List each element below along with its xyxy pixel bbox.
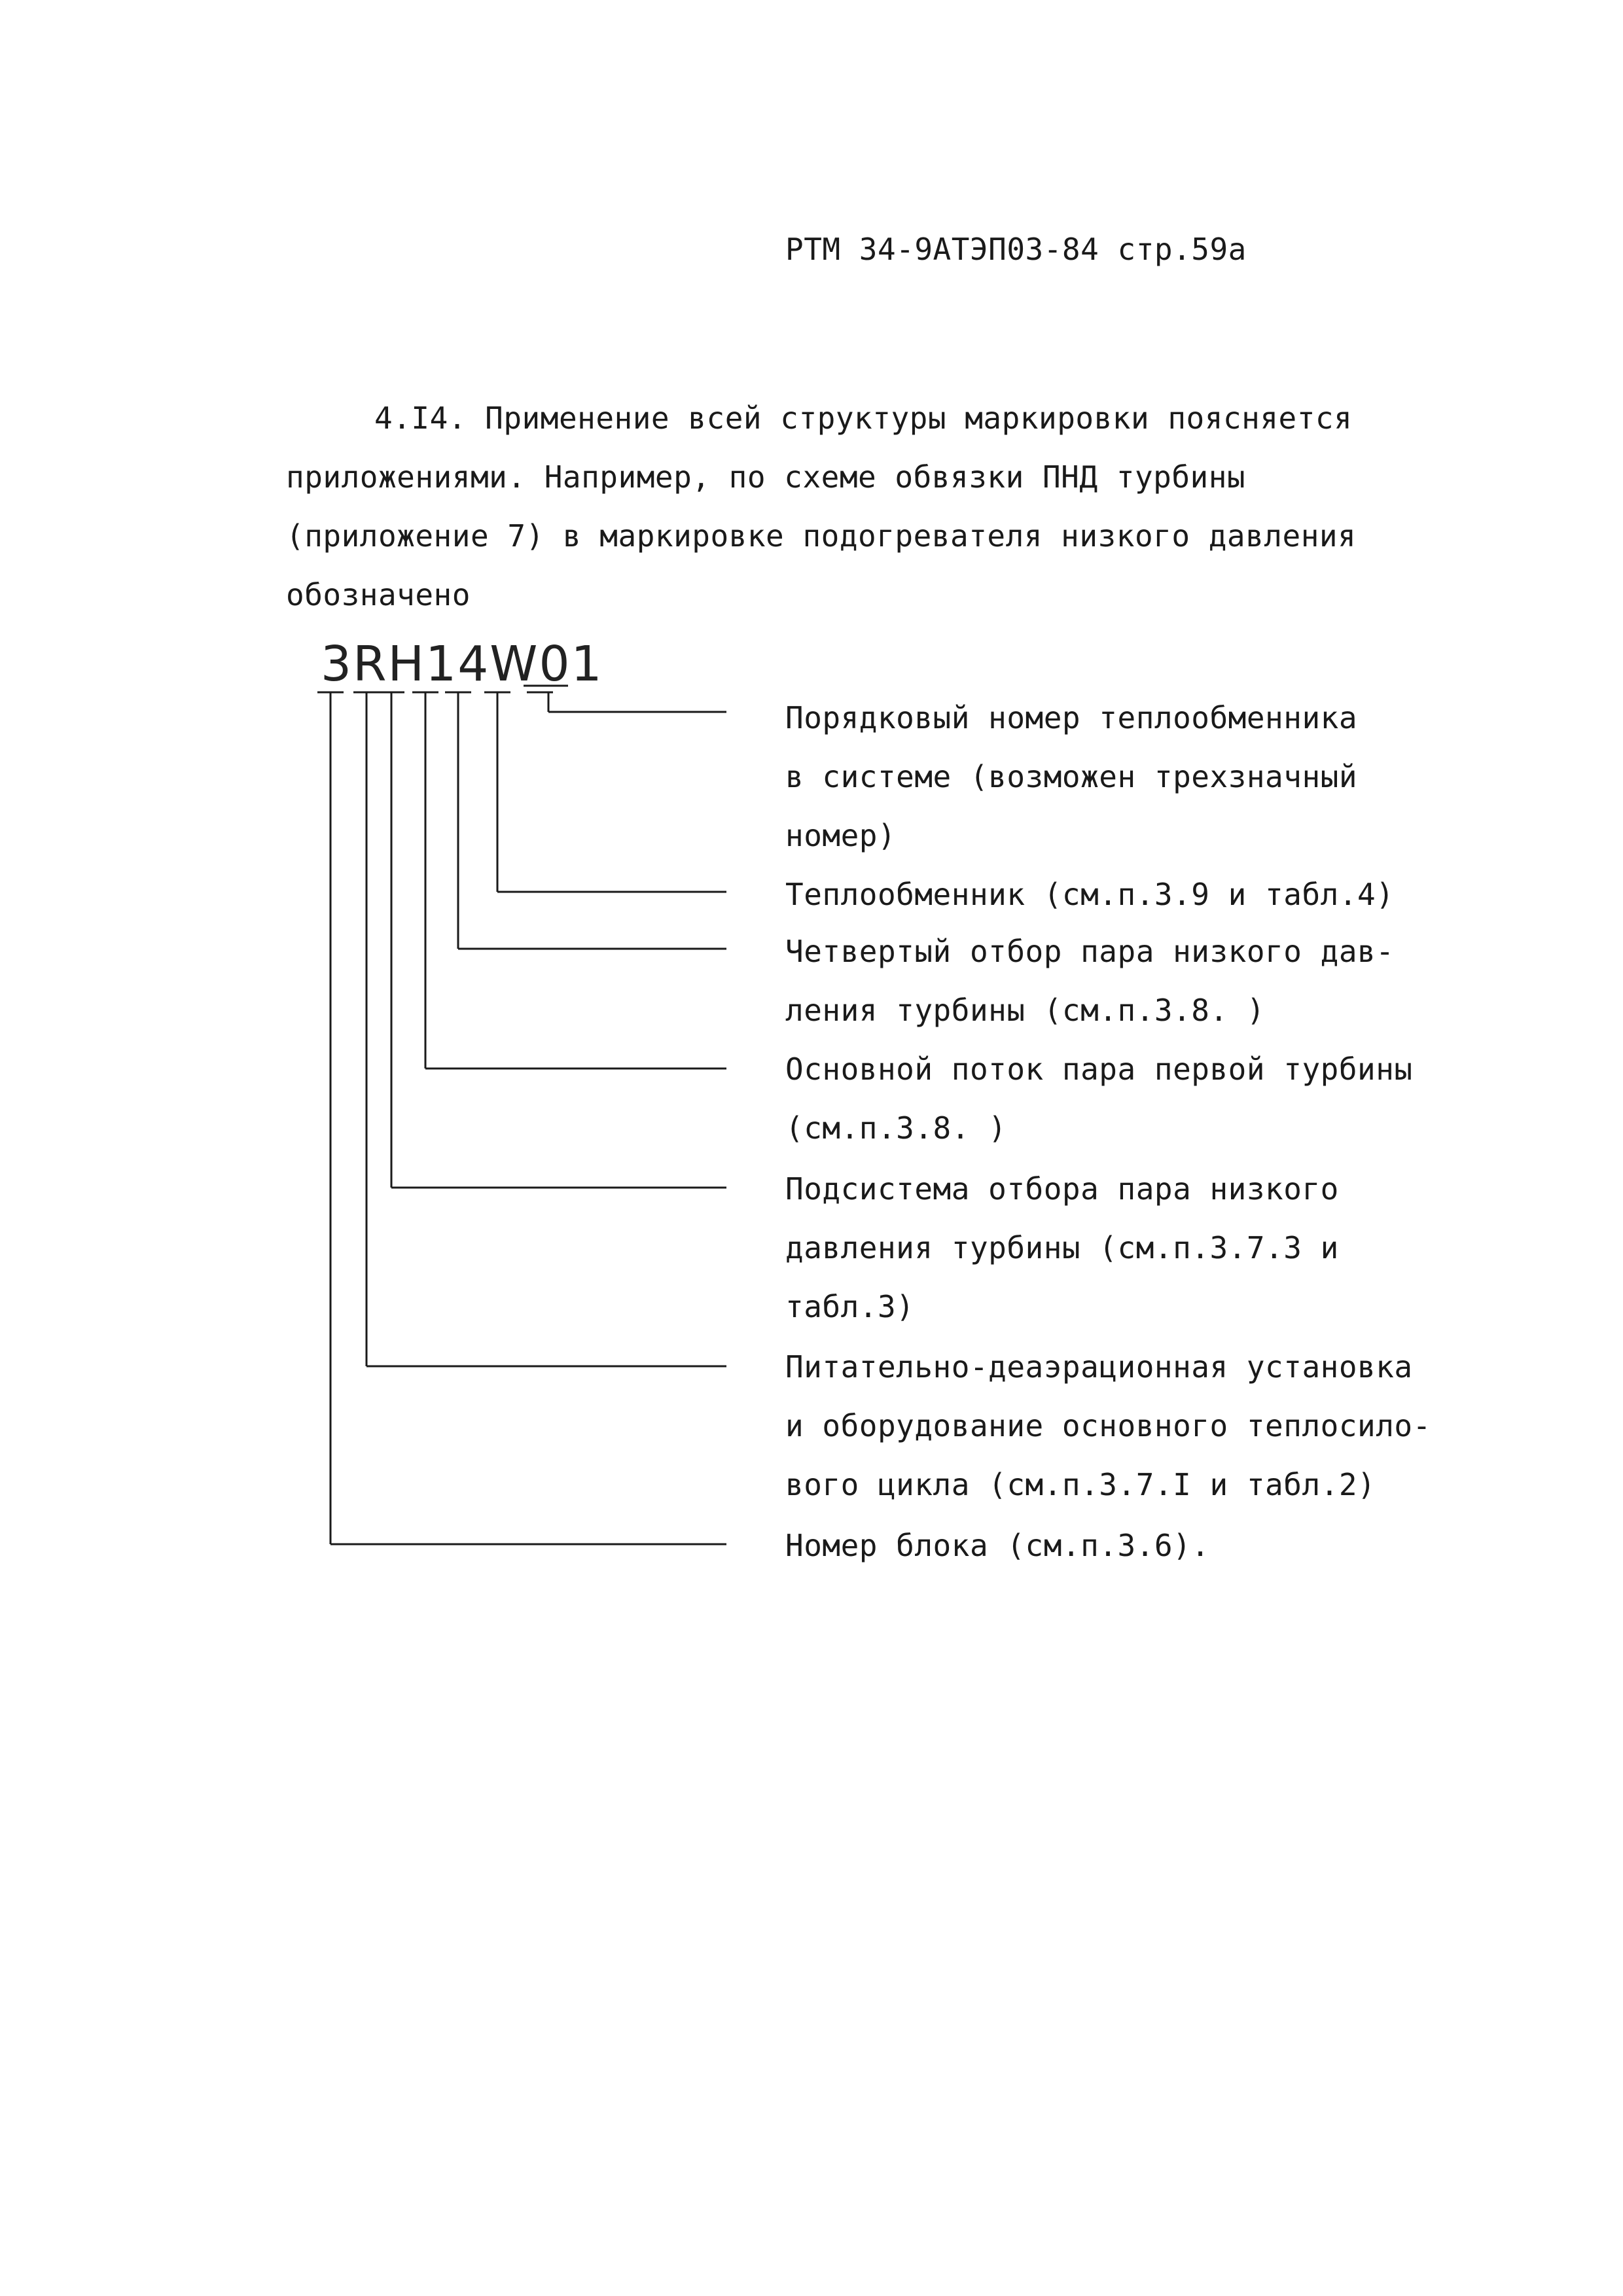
description-line: вого цикла (см.п.3.7.I и табл.2): [785, 1467, 1376, 1502]
paragraph-line: 4.I4. Применение всей структуры маркировки поясняется: [374, 400, 1353, 436]
description-line: ления турбины (см.п.3.8. ): [785, 993, 1266, 1028]
document-header: РТМ 34-9АТЭП03-84 стр.59а: [785, 232, 1247, 267]
description-line: Подсистема отбора пара низкого: [785, 1171, 1339, 1207]
paragraph-line: приложениями. Например, по схеме обвязки ПНД турбины: [286, 459, 1246, 495]
paragraph-line: обозначено: [286, 577, 471, 612]
description-line: Теплообменник (см.п.3.9 и табл.4): [785, 877, 1395, 912]
paragraph-line: (приложение 7) в маркировке подогревателя низкого давления: [286, 518, 1357, 554]
description-line: Питательно-деаэрационная установка: [785, 1349, 1413, 1385]
description-line: номер): [785, 818, 897, 853]
description-line: Основной поток пара первой турбины: [785, 1051, 1413, 1087]
marking-code: 3RH14W01: [321, 636, 603, 692]
description-line: табл.3): [785, 1289, 915, 1324]
description-line: Номер блока (см.п.3.6).: [785, 1528, 1210, 1563]
description-line: и оборудование основного теплосило-: [785, 1408, 1431, 1443]
description-line: Порядковый номер теплообменника: [785, 700, 1358, 735]
description-line: в системе (возможен трехзначный: [785, 759, 1358, 794]
description-line: (см.п.3.8. ): [785, 1110, 1007, 1146]
description-line: Четвертый отбор пара низкого дав-: [785, 934, 1395, 969]
description-line: давления турбины (см.п.3.7.3 и: [785, 1230, 1339, 1265]
